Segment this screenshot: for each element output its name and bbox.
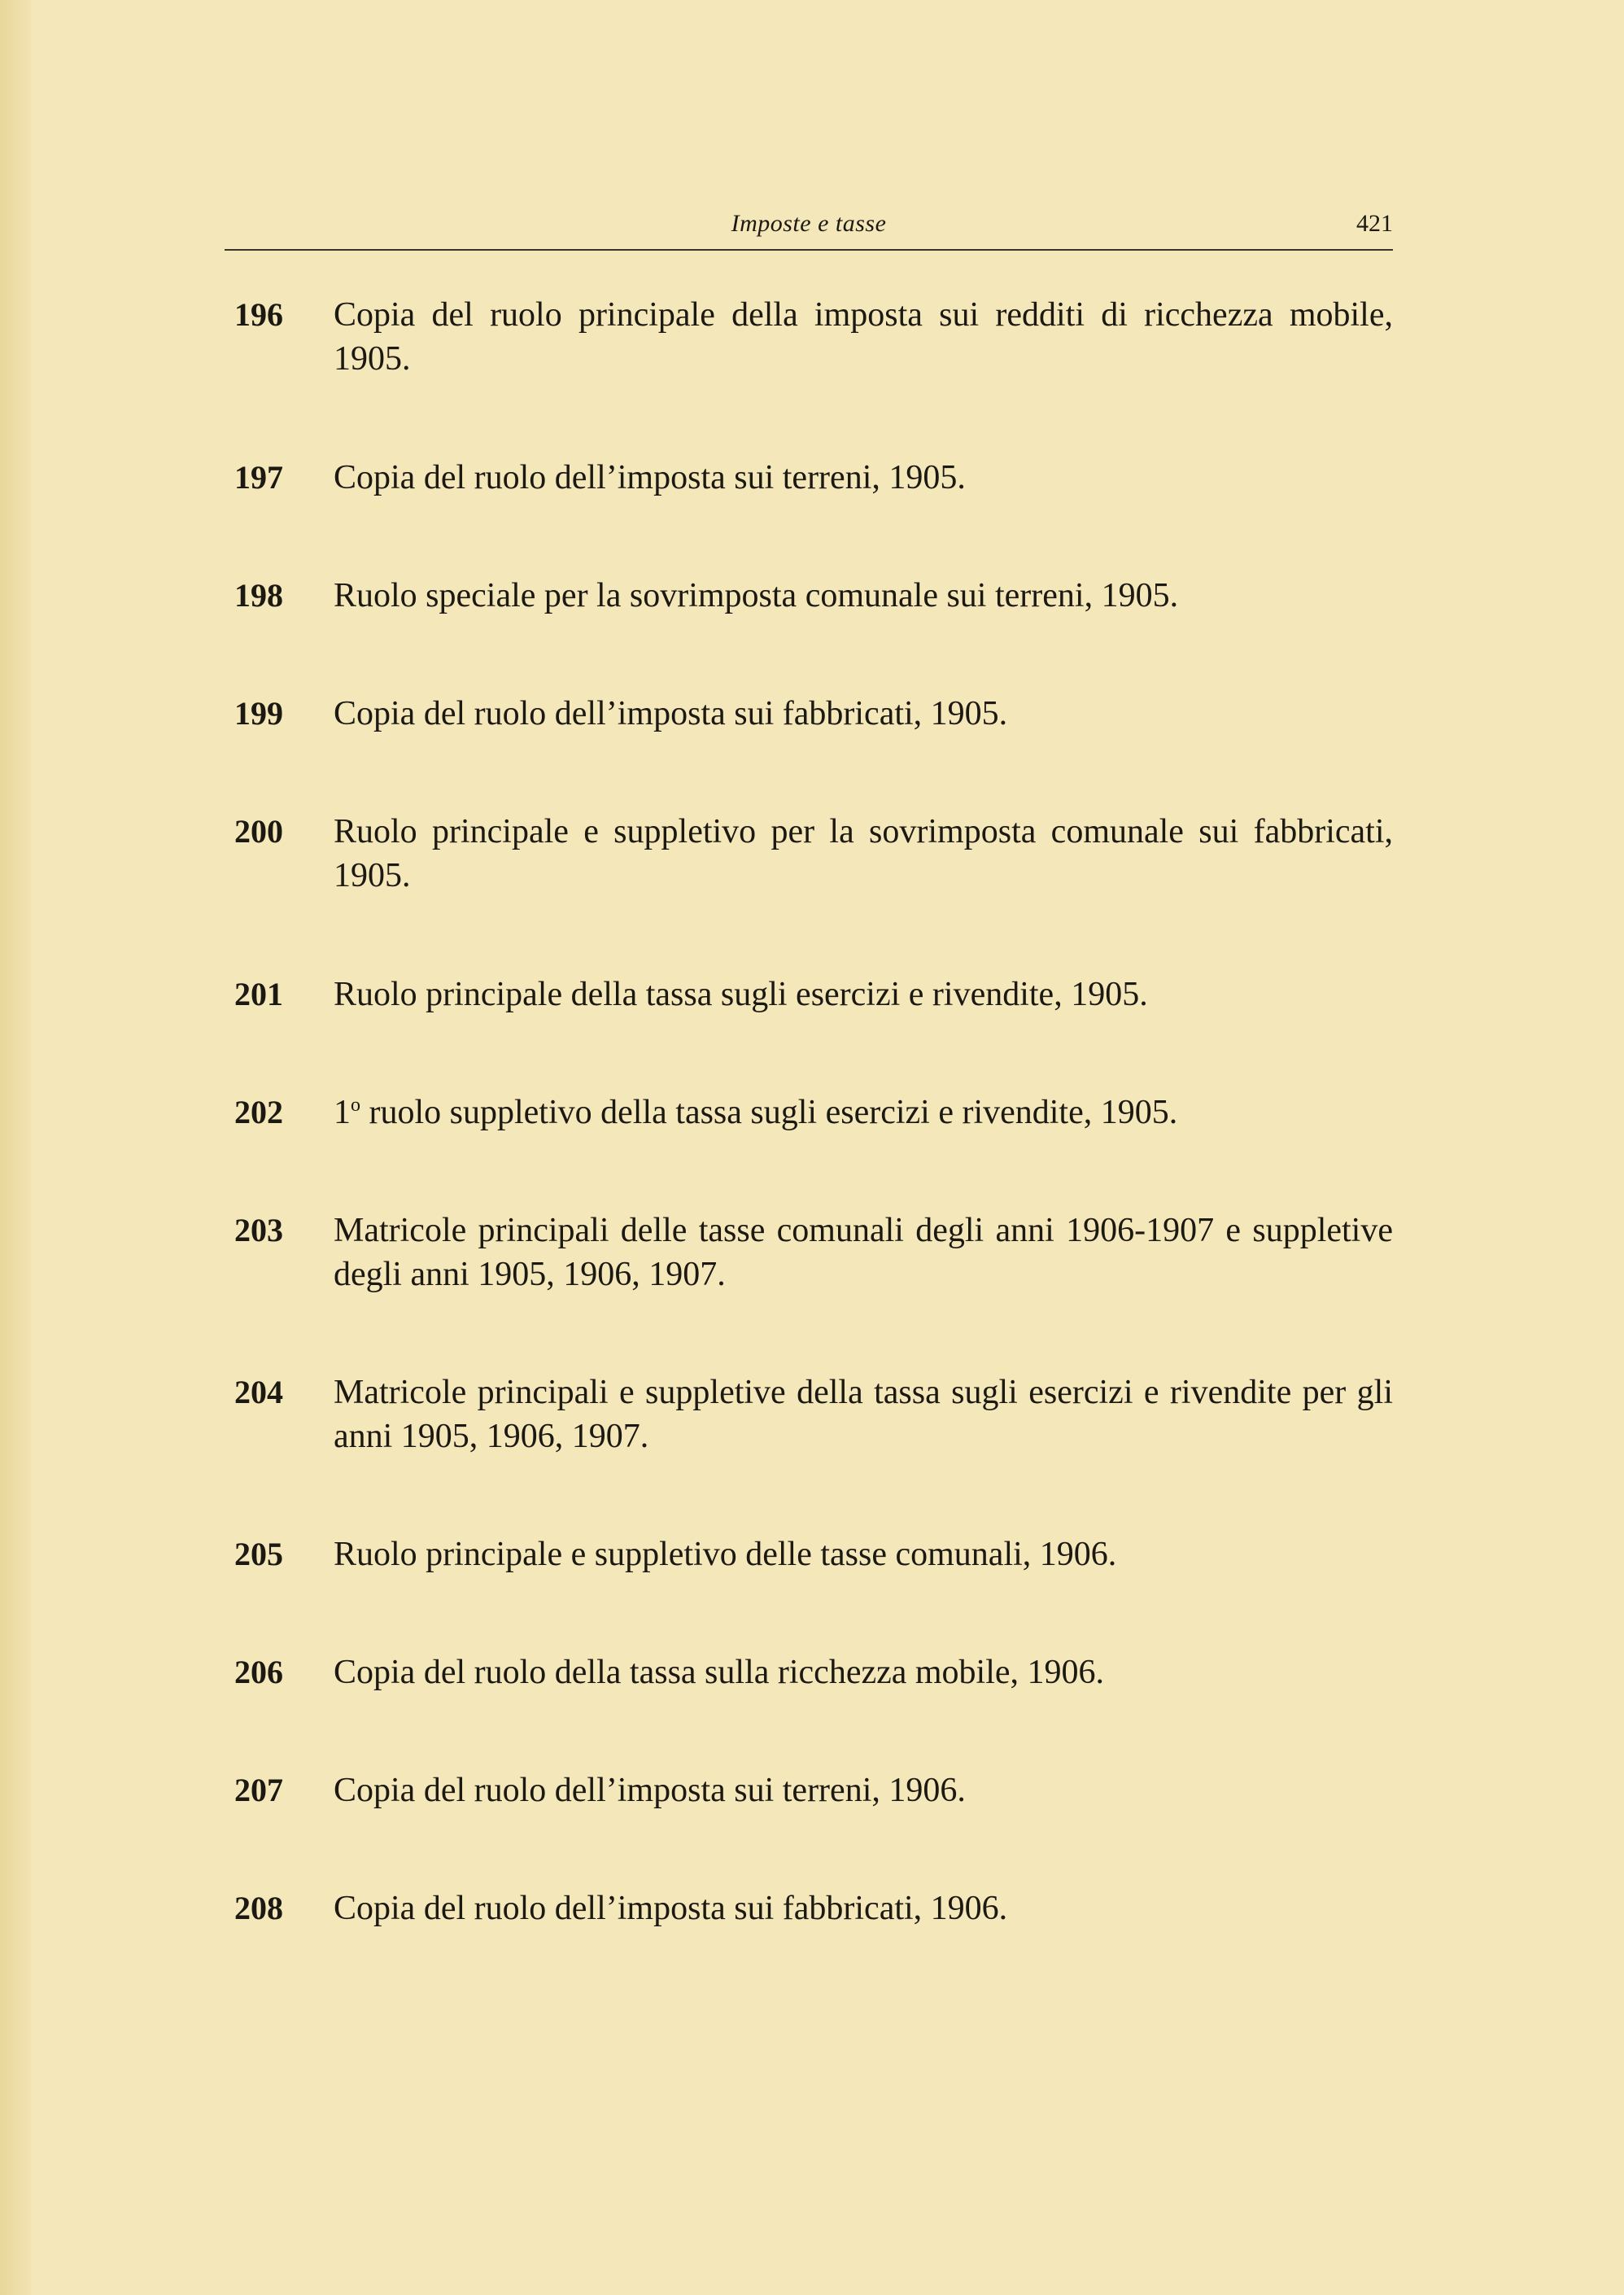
- page-number: 421: [1356, 210, 1393, 237]
- entry-207: [234, 1768, 1393, 1812]
- entry-204: [234, 1370, 1393, 1458]
- entry-ordinal-suffix: o: [351, 1095, 360, 1116]
- entry-text: Copia del ruolo principale della imposta sui redditi di ricchezza mobile, 1905.: [334, 296, 1393, 378]
- entry-number: 200: [234, 813, 283, 850]
- entry-text: Ruolo principale e suppletivo per la sovrimposta comunale sui fabbricati, 1905.: [334, 813, 1393, 894]
- entry-203: [234, 1209, 1393, 1296]
- entry-number: 202: [234, 1094, 283, 1130]
- page-edge-shadow: [0, 0, 31, 2295]
- entry-number: 207: [234, 1772, 283, 1808]
- entry-ordinal: 1: [334, 1094, 351, 1131]
- entries-list: [234, 293, 1393, 1930]
- entry-number: 198: [234, 577, 283, 614]
- entry-number: 196: [234, 296, 283, 333]
- running-header: [225, 207, 1393, 251]
- entry-number: 203: [234, 1212, 283, 1248]
- entry-number: 208: [234, 1890, 283, 1926]
- entry-text: Copia del ruolo dell’imposta sui fabbricati, 1906.: [334, 1890, 1008, 1927]
- entry-202: [234, 1091, 1393, 1134]
- entry-200: [234, 810, 1393, 898]
- entry-text: Matricole principali e suppletive della tassa sugli esercizi e rivendite per gli anni 1905, 1906, 1907.: [334, 1374, 1393, 1455]
- entry-text: Copia del ruolo dell’imposta sui fabbricati, 1905.: [334, 695, 1008, 732]
- entry-number: 199: [234, 695, 283, 732]
- entry-text: Matricole principali delle tasse comunali degli anni 1906-1907 e suppletive degli anni 1905, 1906, 1907.: [334, 1212, 1393, 1293]
- entry-number: 205: [234, 1536, 283, 1572]
- entry-text: Ruolo principale e suppletivo delle tasse comunali, 1906.: [334, 1536, 1117, 1573]
- entry-text-rest: ruolo suppletivo della tassa sugli esercizi e rivendite, 1905.: [360, 1094, 1178, 1131]
- entry-text: Copia del ruolo dell’imposta sui terreni, 1905.: [334, 459, 966, 496]
- entry-text: Copia del ruolo dell’imposta sui terreni, 1906.: [334, 1772, 966, 1809]
- entry-text: [334, 1091, 1393, 1134]
- entry-196: [234, 293, 1393, 381]
- entry-text: Copia del ruolo della tassa sulla ricchezza mobile, 1906.: [334, 1654, 1105, 1691]
- entry-number: 197: [234, 459, 283, 496]
- entry-198: [234, 574, 1393, 618]
- entry-197: [234, 456, 1393, 500]
- running-header-title: Imposte e tasse: [731, 210, 887, 237]
- entry-text: Ruolo speciale per la sovrimposta comunale sui terreni, 1905.: [334, 577, 1179, 614]
- entry-number: 204: [234, 1374, 283, 1410]
- entry-number: 206: [234, 1654, 283, 1690]
- entry-number: 201: [234, 976, 283, 1012]
- entry-206: [234, 1650, 1393, 1694]
- entry-208: [234, 1886, 1393, 1930]
- entry-199: [234, 692, 1393, 736]
- entry-text: Ruolo principale della tassa sugli esercizi e rivendite, 1905.: [334, 976, 1148, 1013]
- entry-205: [234, 1532, 1393, 1576]
- entry-201: [234, 973, 1393, 1016]
